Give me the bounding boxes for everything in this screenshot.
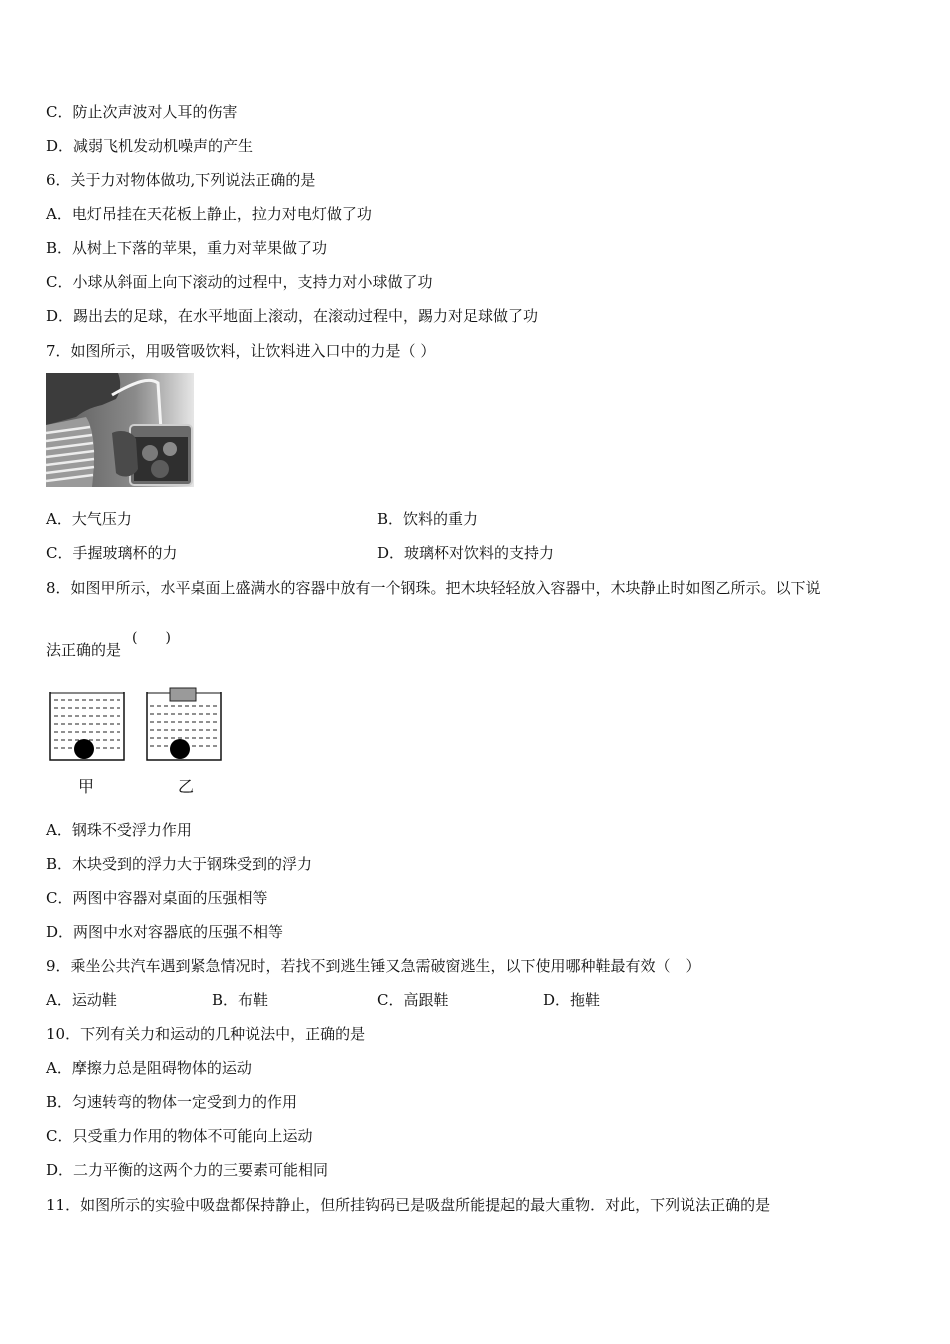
q5-option-d: D．减弱飞机发动机噪声的产生 bbox=[46, 137, 254, 155]
q9-option-a: A．运动鞋 bbox=[46, 991, 117, 1009]
q6-option-d: D．踢出去的足球，在水平地面上滚动，在滚动过程中，踢力对足球做了功 bbox=[46, 307, 539, 325]
q10-option-c: C．只受重力作用的物体不可能向上运动 bbox=[46, 1127, 313, 1145]
q7-option-c: C．手握玻璃杯的力 bbox=[46, 544, 178, 562]
q8-stem-line1: 8．如图甲所示，水平桌面上盛满水的容器中放有一个钢珠。把木块轻轻放入容器中，木块静止时如图乙所示。以下说 bbox=[46, 579, 821, 597]
q7-option-a: A．大气压力 bbox=[46, 510, 132, 528]
q8-option-d: D．两图中水对容器底的压强不相等 bbox=[46, 923, 284, 941]
q9-stem: 9．乘坐公共汽车遇到紧急情况时，若找不到逃生锤又急需破窗逃生，以下使用哪种鞋最有效（ ） bbox=[46, 957, 701, 975]
q6-option-c: C．小球从斜面上向下滚动的过程中，支持力对小球做了功 bbox=[46, 273, 433, 291]
q7-option-d: D．玻璃杯对饮料的支持力 bbox=[377, 544, 555, 562]
q5-option-c: C．防止次声波对人耳的伤害 bbox=[46, 103, 238, 121]
q10-option-d: D．二力平衡的这两个力的三要素可能相同 bbox=[46, 1161, 329, 1179]
q7-stem: 7．如图所示，用吸管吸饮料，让饮料进入口中的力是（ ） bbox=[46, 342, 436, 360]
wood-block bbox=[170, 688, 196, 701]
q9-option-d: D．拖鞋 bbox=[543, 991, 601, 1009]
beaker-jia-diagram bbox=[48, 690, 126, 762]
q6-option-a: A．电灯吊挂在天花板上静止，拉力对电灯做了功 bbox=[46, 205, 372, 223]
steel-ball bbox=[170, 739, 190, 759]
q7-option-b: B．饮料的重力 bbox=[377, 510, 479, 528]
straw-drinking-photo bbox=[46, 373, 194, 487]
beaker-yi-diagram bbox=[144, 686, 224, 762]
q10-option-a: A．摩擦力总是阻碍物体的运动 bbox=[46, 1059, 252, 1077]
q8-answer-parentheses: ( ) bbox=[132, 630, 171, 646]
q8-stem-line2: 法正确的是 bbox=[46, 641, 122, 659]
q8-option-a: A．钢珠不受浮力作用 bbox=[46, 821, 192, 839]
q6-stem: 6．关于力对物体做功,下列说法正确的是 bbox=[46, 171, 316, 189]
q6-option-b: B．从树上下落的苹果，重力对苹果做了功 bbox=[46, 239, 328, 257]
steel-ball bbox=[74, 739, 94, 759]
q8-option-c: C．两图中容器对桌面的压强相等 bbox=[46, 889, 268, 907]
q8-option-b: B．木块受到的浮力大于钢珠受到的浮力 bbox=[46, 855, 313, 873]
q10-stem: 10．下列有关力和运动的几种说法中，正确的是 bbox=[46, 1025, 366, 1043]
q11-stem: 11．如图所示的实验中吸盘都保持静止，但所挂钩码已是吸盘所能提起的最大重物．对此，下列说法正确的是 bbox=[46, 1196, 771, 1214]
q9-option-b: B．布鞋 bbox=[212, 991, 269, 1009]
figure-label-jia: 甲 bbox=[78, 777, 95, 796]
q9-option-c: C．高跟鞋 bbox=[377, 991, 449, 1009]
q10-option-b: B．匀速转弯的物体一定受到力的作用 bbox=[46, 1093, 298, 1111]
figure-label-yi: 乙 bbox=[178, 777, 195, 796]
